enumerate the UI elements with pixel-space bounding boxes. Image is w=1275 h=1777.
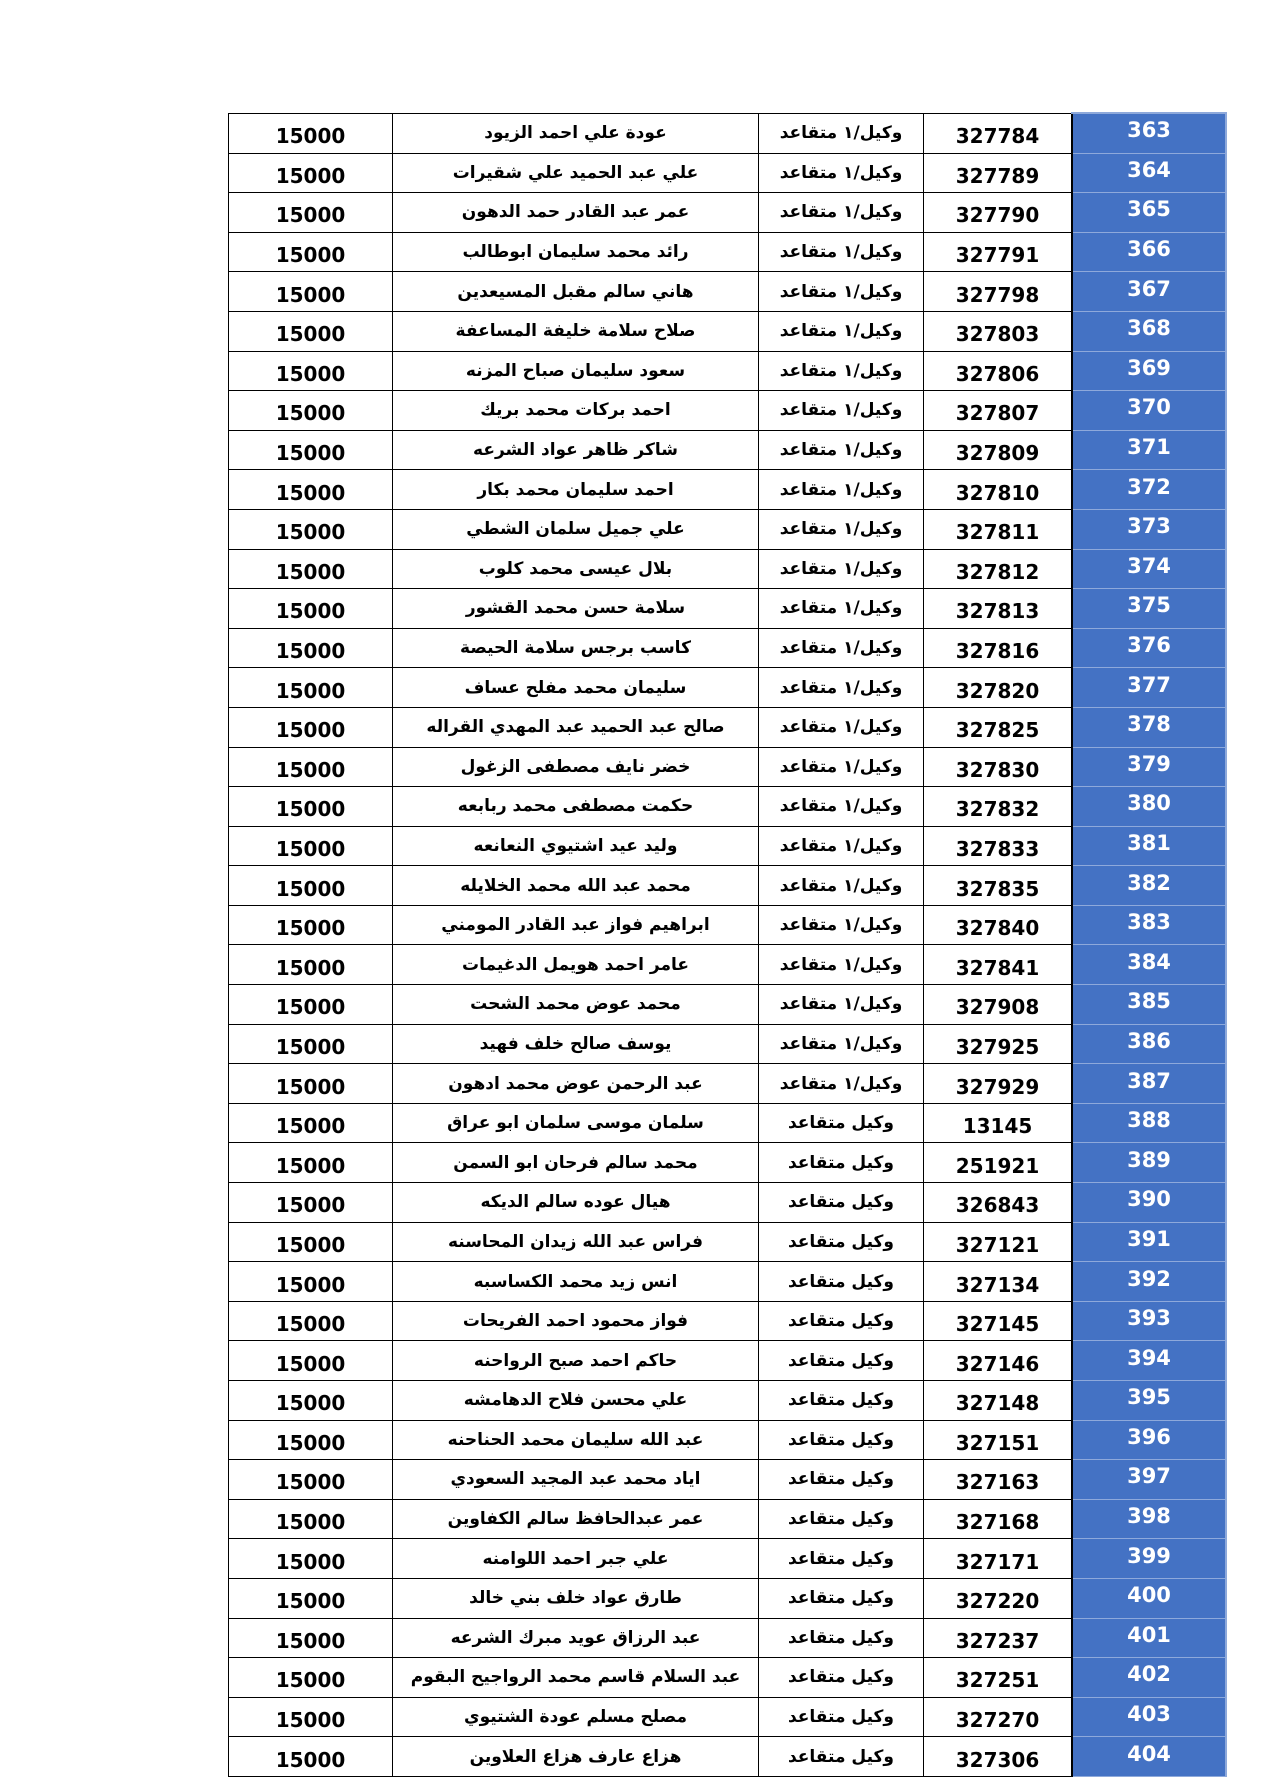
table-row <box>229 549 1227 589</box>
rank-cell: وكيل/١ متقاعد <box>759 787 924 827</box>
id-number-cell: 327803 <box>924 311 1073 351</box>
amount-cell: 15000 <box>229 1103 393 1143</box>
name-cell: علي محسن فلاح الدهامشه <box>393 1381 759 1421</box>
rank-cell: وكيل/١ متقاعد <box>759 391 924 431</box>
name-cell: صلاح سلامة خليفة المساعفة <box>393 311 759 351</box>
amount-cell: 15000 <box>229 1301 393 1341</box>
rank-cell: وكيل/١ متقاعد <box>759 430 924 470</box>
rank-cell: وكيل/١ متقاعد <box>759 351 924 391</box>
id-number-cell: 327163 <box>924 1460 1073 1500</box>
sequence-number-cell: 382 <box>1072 866 1226 906</box>
sequence-number-cell: 377 <box>1072 668 1226 708</box>
id-number-cell: 327832 <box>924 787 1073 827</box>
amount-cell: 15000 <box>229 1578 393 1618</box>
sequence-number-cell: 381 <box>1072 826 1226 866</box>
name-cell: عبد الرزاق عويد مبرك الشرعه <box>393 1618 759 1658</box>
name-cell: هزاع عارف هزاع العلاوين <box>393 1737 759 1777</box>
rank-cell: وكيل متقاعد <box>759 1737 924 1777</box>
rank-cell: وكيل/١ متقاعد <box>759 509 924 549</box>
amount-cell: 15000 <box>229 1618 393 1658</box>
amount-cell: 15000 <box>229 391 393 431</box>
id-number-cell: 251921 <box>924 1143 1073 1183</box>
rank-cell: وكيل/١ متقاعد <box>759 232 924 272</box>
amount-cell: 15000 <box>229 1341 393 1381</box>
table-row <box>229 1618 1227 1658</box>
name-cell: سلامة حسن محمد القشور <box>393 589 759 629</box>
table-row <box>229 509 1227 549</box>
sequence-number-cell: 375 <box>1072 589 1226 629</box>
name-cell: احمد بركات محمد بريك <box>393 391 759 431</box>
id-number-cell: 327908 <box>924 985 1073 1025</box>
beneficiaries-table <box>228 112 1227 1777</box>
rank-cell: وكيل/١ متقاعد <box>759 1024 924 1064</box>
rank-cell: وكيل/١ متقاعد <box>759 747 924 787</box>
rank-cell: وكيل/١ متقاعد <box>759 1064 924 1104</box>
table-row <box>229 1737 1227 1777</box>
id-number-cell: 327835 <box>924 866 1073 906</box>
id-number-cell: 327251 <box>924 1658 1073 1698</box>
rank-cell: وكيل/١ متقاعد <box>759 272 924 312</box>
amount-cell: 15000 <box>229 1064 393 1104</box>
table-row <box>229 589 1227 629</box>
table-row <box>229 1262 1227 1302</box>
id-number-cell: 327134 <box>924 1262 1073 1302</box>
amount-cell: 15000 <box>229 1539 393 1579</box>
table-row <box>229 826 1227 866</box>
sequence-number-cell: 391 <box>1072 1222 1226 1262</box>
amount-cell: 15000 <box>229 1183 393 1223</box>
amount-cell: 15000 <box>229 1658 393 1698</box>
name-cell: صالح عبد الحميد عبد المهدي القراله <box>393 707 759 747</box>
rank-cell: وكيل متقاعد <box>759 1301 924 1341</box>
amount-cell: 15000 <box>229 1697 393 1737</box>
rank-cell: وكيل متقاعد <box>759 1499 924 1539</box>
rank-cell: وكيل/١ متقاعد <box>759 311 924 351</box>
amount-cell: 15000 <box>229 826 393 866</box>
sequence-number-cell: 393 <box>1072 1301 1226 1341</box>
name-cell: يوسف صالح خلف فهيد <box>393 1024 759 1064</box>
amount-cell: 15000 <box>229 1737 393 1777</box>
table-row <box>229 787 1227 827</box>
rank-cell: وكيل/١ متقاعد <box>759 153 924 193</box>
rank-cell: وكيل متقاعد <box>759 1618 924 1658</box>
table-row <box>229 1697 1227 1737</box>
id-number-cell: 327833 <box>924 826 1073 866</box>
table-row <box>229 1183 1227 1223</box>
table-row <box>229 1143 1227 1183</box>
table-row <box>229 391 1227 431</box>
rank-cell: وكيل/١ متقاعد <box>759 113 924 153</box>
amount-cell: 15000 <box>229 1460 393 1500</box>
id-number-cell: 327929 <box>924 1064 1073 1104</box>
amount-cell: 15000 <box>229 509 393 549</box>
rank-cell: وكيل متقاعد <box>759 1341 924 1381</box>
rank-cell: وكيل/١ متقاعد <box>759 589 924 629</box>
id-number-cell: 327809 <box>924 430 1073 470</box>
sequence-number-cell: 378 <box>1072 707 1226 747</box>
rank-cell: وكيل متقاعد <box>759 1143 924 1183</box>
table-row <box>229 905 1227 945</box>
id-number-cell: 327807 <box>924 391 1073 431</box>
name-cell: عبد الله سليمان محمد الحناحنه <box>393 1420 759 1460</box>
id-number-cell: 327798 <box>924 272 1073 312</box>
id-number-cell: 13145 <box>924 1103 1073 1143</box>
rank-cell: وكيل متقاعد <box>759 1460 924 1500</box>
table-row <box>229 1499 1227 1539</box>
amount-cell: 15000 <box>229 351 393 391</box>
amount-cell: 15000 <box>229 1262 393 1302</box>
amount-cell: 15000 <box>229 1024 393 1064</box>
sequence-number-cell: 396 <box>1072 1420 1226 1460</box>
amount-cell: 15000 <box>229 193 393 233</box>
table-row <box>229 747 1227 787</box>
id-number-cell: 327171 <box>924 1539 1073 1579</box>
id-number-cell: 327820 <box>924 668 1073 708</box>
rank-cell: وكيل/١ متقاعد <box>759 945 924 985</box>
table-row <box>229 430 1227 470</box>
sequence-number-cell: 399 <box>1072 1539 1226 1579</box>
sequence-number-cell: 386 <box>1072 1024 1226 1064</box>
table-row <box>229 272 1227 312</box>
name-cell: حكمت مصطفى محمد ربابعه <box>393 787 759 827</box>
sequence-number-cell: 373 <box>1072 509 1226 549</box>
sequence-number-cell: 385 <box>1072 985 1226 1025</box>
id-number-cell: 327270 <box>924 1697 1073 1737</box>
rank-cell: وكيل متقاعد <box>759 1103 924 1143</box>
id-number-cell: 327168 <box>924 1499 1073 1539</box>
table-row <box>229 985 1227 1025</box>
name-cell: حاكم احمد صبح الرواحنه <box>393 1341 759 1381</box>
rank-cell: وكيل متقاعد <box>759 1381 924 1421</box>
name-cell: سليمان محمد مفلح عساف <box>393 668 759 708</box>
name-cell: خضر نايف مصطفى الزغول <box>393 747 759 787</box>
amount-cell: 15000 <box>229 905 393 945</box>
sequence-number-cell: 394 <box>1072 1341 1226 1381</box>
amount-cell: 15000 <box>229 153 393 193</box>
amount-cell: 15000 <box>229 272 393 312</box>
sequence-number-cell: 374 <box>1072 549 1226 589</box>
table-row <box>229 1103 1227 1143</box>
rank-cell: وكيل/١ متقاعد <box>759 668 924 708</box>
rank-cell: وكيل/١ متقاعد <box>759 549 924 589</box>
rank-cell: وكيل متقاعد <box>759 1578 924 1618</box>
sequence-number-cell: 368 <box>1072 311 1226 351</box>
table-row <box>229 1460 1227 1500</box>
id-number-cell: 327840 <box>924 905 1073 945</box>
rank-cell: وكيل متقاعد <box>759 1697 924 1737</box>
rank-cell: وكيل/١ متقاعد <box>759 628 924 668</box>
name-cell: عودة علي احمد الزيود <box>393 113 759 153</box>
name-cell: عبد الرحمن عوض محمد ادهون <box>393 1064 759 1104</box>
rank-cell: وكيل متقاعد <box>759 1183 924 1223</box>
name-cell: بلال عيسى محمد كلوب <box>393 549 759 589</box>
sequence-number-cell: 404 <box>1072 1737 1226 1777</box>
id-number-cell: 327237 <box>924 1618 1073 1658</box>
sequence-number-cell: 383 <box>1072 905 1226 945</box>
name-cell: علي عبد الحميد علي شقيرات <box>393 153 759 193</box>
table-row <box>229 1658 1227 1698</box>
name-cell: مصلح مسلم عودة الشتيوي <box>393 1697 759 1737</box>
id-number-cell: 327841 <box>924 945 1073 985</box>
table-row <box>229 1420 1227 1460</box>
amount-cell: 15000 <box>229 668 393 708</box>
name-cell: رائد محمد سليمان ابوطالب <box>393 232 759 272</box>
table-row <box>229 1222 1227 1262</box>
sequence-number-cell: 364 <box>1072 153 1226 193</box>
rank-cell: وكيل/١ متقاعد <box>759 470 924 510</box>
name-cell: احمد سليمان محمد بكار <box>393 470 759 510</box>
name-cell: ابراهيم فواز عبد القادر المومني <box>393 905 759 945</box>
id-number-cell: 327830 <box>924 747 1073 787</box>
sequence-number-cell: 388 <box>1072 1103 1226 1143</box>
id-number-cell: 327813 <box>924 589 1073 629</box>
table-row <box>229 1578 1227 1618</box>
id-number-cell: 327925 <box>924 1024 1073 1064</box>
amount-cell: 15000 <box>229 747 393 787</box>
amount-cell: 15000 <box>229 1499 393 1539</box>
table-row <box>229 707 1227 747</box>
id-number-cell: 327816 <box>924 628 1073 668</box>
table-row <box>229 351 1227 391</box>
amount-cell: 15000 <box>229 113 393 153</box>
sequence-number-cell: 369 <box>1072 351 1226 391</box>
rank-cell: وكيل متقاعد <box>759 1222 924 1262</box>
rank-cell: وكيل/١ متقاعد <box>759 826 924 866</box>
sequence-number-cell: 400 <box>1072 1578 1226 1618</box>
sequence-number-cell: 376 <box>1072 628 1226 668</box>
amount-cell: 15000 <box>229 549 393 589</box>
table-row <box>229 1381 1227 1421</box>
amount-cell: 15000 <box>229 787 393 827</box>
table-row <box>229 113 1227 153</box>
rank-cell: وكيل/١ متقاعد <box>759 866 924 906</box>
sequence-number-cell: 384 <box>1072 945 1226 985</box>
name-cell: كاسب برجس سلامة الحيصة <box>393 628 759 668</box>
name-cell: عمر عبدالحافظ سالم الكفاوين <box>393 1499 759 1539</box>
id-number-cell: 327789 <box>924 153 1073 193</box>
name-cell: سلمان موسى سلمان ابو عراق <box>393 1103 759 1143</box>
rank-cell: وكيل متقاعد <box>759 1658 924 1698</box>
amount-cell: 15000 <box>229 985 393 1025</box>
table-row <box>229 1341 1227 1381</box>
id-number-cell: 327784 <box>924 113 1073 153</box>
rank-cell: وكيل/١ متقاعد <box>759 707 924 747</box>
id-number-cell: 327121 <box>924 1222 1073 1262</box>
sequence-number-cell: 363 <box>1072 113 1226 153</box>
sequence-number-cell: 365 <box>1072 193 1226 233</box>
name-cell: هاني سالم مقبل المسيعدين <box>393 272 759 312</box>
id-number-cell: 327146 <box>924 1341 1073 1381</box>
name-cell: انس زيد محمد الكساسبه <box>393 1262 759 1302</box>
name-cell: هيال عوده سالم الديكه <box>393 1183 759 1223</box>
table-row <box>229 1539 1227 1579</box>
id-number-cell: 327790 <box>924 193 1073 233</box>
sequence-number-cell: 370 <box>1072 391 1226 431</box>
id-number-cell: 327791 <box>924 232 1073 272</box>
sequence-number-cell: 395 <box>1072 1381 1226 1421</box>
rank-cell: وكيل متقاعد <box>759 1262 924 1302</box>
amount-cell: 15000 <box>229 430 393 470</box>
sequence-number-cell: 389 <box>1072 1143 1226 1183</box>
name-cell: سعود سليمان صباح المزنه <box>393 351 759 391</box>
id-number-cell: 327220 <box>924 1578 1073 1618</box>
name-cell: محمد عوض محمد الشحت <box>393 985 759 1025</box>
rank-cell: وكيل/١ متقاعد <box>759 985 924 1025</box>
table-row <box>229 668 1227 708</box>
sequence-number-cell: 397 <box>1072 1460 1226 1500</box>
sequence-number-cell: 403 <box>1072 1697 1226 1737</box>
sequence-number-cell: 366 <box>1072 232 1226 272</box>
sequence-number-cell: 392 <box>1072 1262 1226 1302</box>
table-body <box>229 113 1227 1776</box>
table-row <box>229 232 1227 272</box>
amount-cell: 15000 <box>229 589 393 629</box>
amount-cell: 15000 <box>229 232 393 272</box>
id-number-cell: 327151 <box>924 1420 1073 1460</box>
rank-cell: وكيل/١ متقاعد <box>759 193 924 233</box>
amount-cell: 15000 <box>229 470 393 510</box>
name-cell: علي جبر احمد اللوامنه <box>393 1539 759 1579</box>
table-row <box>229 153 1227 193</box>
table-row <box>229 1301 1227 1341</box>
amount-cell: 15000 <box>229 866 393 906</box>
rank-cell: وكيل متقاعد <box>759 1539 924 1579</box>
table-row <box>229 193 1227 233</box>
table-row <box>229 470 1227 510</box>
sequence-number-cell: 402 <box>1072 1658 1226 1698</box>
id-number-cell: 327148 <box>924 1381 1073 1421</box>
table-row <box>229 311 1227 351</box>
table-row <box>229 866 1227 906</box>
name-cell: شاكر ظاهر عواد الشرعه <box>393 430 759 470</box>
amount-cell: 15000 <box>229 1420 393 1460</box>
amount-cell: 15000 <box>229 1222 393 1262</box>
sequence-number-cell: 387 <box>1072 1064 1226 1104</box>
name-cell: فراس عبد الله زيدان المحاسنه <box>393 1222 759 1262</box>
sequence-number-cell: 380 <box>1072 787 1226 827</box>
id-number-cell: 327812 <box>924 549 1073 589</box>
amount-cell: 15000 <box>229 707 393 747</box>
sequence-number-cell: 379 <box>1072 747 1226 787</box>
table-row <box>229 1064 1227 1104</box>
sequence-number-cell: 390 <box>1072 1183 1226 1223</box>
name-cell: عمر عبد القادر حمد الدهون <box>393 193 759 233</box>
amount-cell: 15000 <box>229 1143 393 1183</box>
sequence-number-cell: 372 <box>1072 470 1226 510</box>
sequence-number-cell: 371 <box>1072 430 1226 470</box>
rank-cell: وكيل/١ متقاعد <box>759 905 924 945</box>
sequence-number-cell: 401 <box>1072 1618 1226 1658</box>
rank-cell: وكيل متقاعد <box>759 1420 924 1460</box>
sequence-number-cell: 367 <box>1072 272 1226 312</box>
name-cell: محمد عبد الله محمد الخلايله <box>393 866 759 906</box>
sequence-number-cell: 398 <box>1072 1499 1226 1539</box>
id-number-cell: 327306 <box>924 1737 1073 1777</box>
amount-cell: 15000 <box>229 1381 393 1421</box>
amount-cell: 15000 <box>229 311 393 351</box>
id-number-cell: 326843 <box>924 1183 1073 1223</box>
id-number-cell: 327806 <box>924 351 1073 391</box>
id-number-cell: 327810 <box>924 470 1073 510</box>
name-cell: فواز محمود احمد الفريحات <box>393 1301 759 1341</box>
table-row <box>229 945 1227 985</box>
name-cell: عبد السلام قاسم محمد الرواجيح البقوم <box>393 1658 759 1698</box>
name-cell: عامر احمد هويمل الدغيمات <box>393 945 759 985</box>
table-row <box>229 1024 1227 1064</box>
table-row <box>229 628 1227 668</box>
name-cell: اياد محمد عبد المجيد السعودي <box>393 1460 759 1500</box>
id-number-cell: 327825 <box>924 707 1073 747</box>
id-number-cell: 327145 <box>924 1301 1073 1341</box>
id-number-cell: 327811 <box>924 509 1073 549</box>
name-cell: وليد عيد اشتيوي النعانعه <box>393 826 759 866</box>
name-cell: علي جميل سلمان الشطي <box>393 509 759 549</box>
amount-cell: 15000 <box>229 945 393 985</box>
amount-cell: 15000 <box>229 628 393 668</box>
name-cell: محمد سالم فرحان ابو السمن <box>393 1143 759 1183</box>
name-cell: طارق عواد خلف بني خالد <box>393 1578 759 1618</box>
